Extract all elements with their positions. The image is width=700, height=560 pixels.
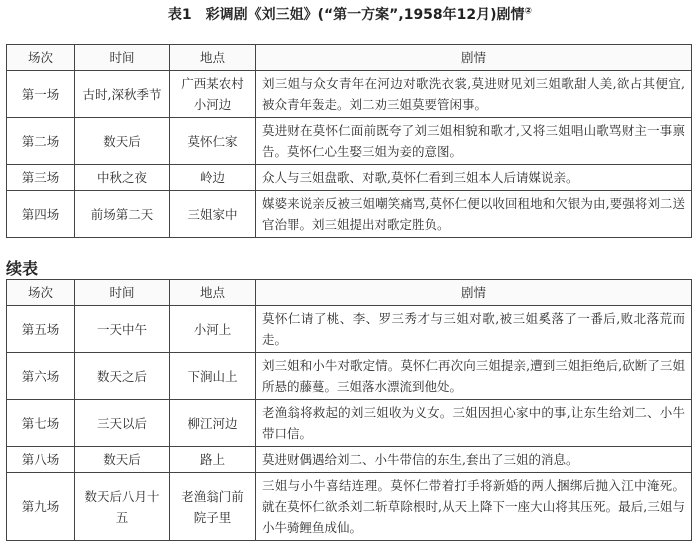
table-caption: [0, 4, 700, 24]
plot-cell: 莫进财在莫怀仁面前既夸了刘三姐相貌和歌才,又将三姐唱山歌骂财主一事禀告。莫怀仁心生娶三姐为妾的意图。: [256, 118, 692, 165]
plot-table-continued: [6, 279, 692, 541]
table-row: [7, 191, 692, 238]
table-row: [7, 165, 692, 191]
place-cell: 柳江河边: [170, 400, 256, 447]
time-cell: 三天以后: [75, 400, 170, 447]
time-cell: 一天中午: [75, 306, 170, 353]
header-place: 地点: [170, 45, 256, 71]
table-row: [7, 447, 692, 473]
table-row: [7, 473, 692, 541]
time-cell: 前场第二天: [75, 191, 170, 238]
header-plot: 剧情: [256, 280, 692, 306]
table-row: [7, 306, 692, 353]
table-row: [7, 400, 692, 447]
table-row: [7, 118, 692, 165]
scene-cell: 第七场: [7, 400, 75, 447]
plot-cell: 老渔翁将救起的刘三姐收为义女。三姐因担心家中的事,让东生给刘二、小牛带口信。: [256, 400, 692, 447]
continued-label: 续表: [6, 259, 39, 278]
time-cell: 数天之后: [75, 353, 170, 400]
place-cell: 路上: [170, 447, 256, 473]
scene-cell: 第六场: [7, 353, 75, 400]
scene-cell: 第四场: [7, 191, 75, 238]
place-cell: 下涧山上: [170, 353, 256, 400]
header-time: 时间: [75, 280, 170, 306]
scene-cell: 第二场: [7, 118, 75, 165]
header-time: 时间: [75, 45, 170, 71]
table-row: [7, 353, 692, 400]
header-scene: 场次: [7, 280, 75, 306]
plot-cell: 刘三姐与众女青年在河边对歌洗衣裳,莫进财见刘三姐歌甜人美,欲占其便宜,被众青年轰走。刘二劝三姐莫要管闲事。: [256, 71, 692, 118]
scene-cell: 第一场: [7, 71, 75, 118]
scene-cell: 第三场: [7, 165, 75, 191]
plot-cell: 媒婆来说亲反被三姐嘲笑痛骂,莫怀仁便以收回租地和欠银为由,要强将刘二送官治罪。刘三姐提出对歌定胜负。: [256, 191, 692, 238]
header-place: 地点: [170, 280, 256, 306]
plot-cell: 莫进财偶遇给刘二、小牛带信的东生,套出了三姐的消息。: [256, 447, 692, 473]
table-header-row: [7, 280, 692, 306]
table-header-row: [7, 45, 692, 71]
place-cell: 岭边: [170, 165, 256, 191]
place-cell: 广西某农村小河边: [170, 71, 256, 118]
place-cell: 老渔翁门前院子里: [170, 473, 256, 541]
scene-cell: 第八场: [7, 447, 75, 473]
time-cell: 数天后: [75, 118, 170, 165]
header-plot: 剧情: [256, 45, 692, 71]
table-row: [7, 71, 692, 118]
place-cell: 三姐家中: [170, 191, 256, 238]
place-cell: 小河上: [170, 306, 256, 353]
plot-cell: 刘三姐和小牛对歌定情。莫怀仁再次向三姐提亲,遭到三姐拒绝后,砍断了三姐所悬的藤蔓。三姐落水漂流到他处。: [256, 353, 692, 400]
time-cell: 中秋之夜: [75, 165, 170, 191]
plot-cell: 众人与三姐盘歌、对歌,莫怀仁看到三姐本人后请媒说亲。: [256, 165, 692, 191]
time-cell: 数天后八月十五: [75, 473, 170, 541]
table-number: 表1: [167, 7, 192, 23]
footnote-mark: ②: [524, 6, 533, 17]
table-title: 彩调剧《刘三姐》(“第一方案”,1958年12月)剧情: [205, 7, 525, 23]
time-cell: 古时,深秋季节: [75, 71, 170, 118]
plot-table: [6, 44, 692, 238]
header-scene: 场次: [7, 45, 75, 71]
time-cell: 数天后: [75, 447, 170, 473]
scene-cell: 第九场: [7, 473, 75, 541]
place-cell: 莫怀仁家: [170, 118, 256, 165]
scene-cell: 第五场: [7, 306, 75, 353]
plot-cell: 莫怀仁请了桃、李、罗三秀才与三姐对歌,被三姐奚落了一番后,败北落荒而走。: [256, 306, 692, 353]
plot-cell: 三姐与小牛喜结连理。莫怀仁带着打手将新婚的两人捆绑后抛入江中淹死。就在莫怀仁欲杀刘二斩草除根时,从天上降下一座大山将其压死。最后,三姐与小牛骑鲤鱼成仙。: [256, 473, 692, 541]
